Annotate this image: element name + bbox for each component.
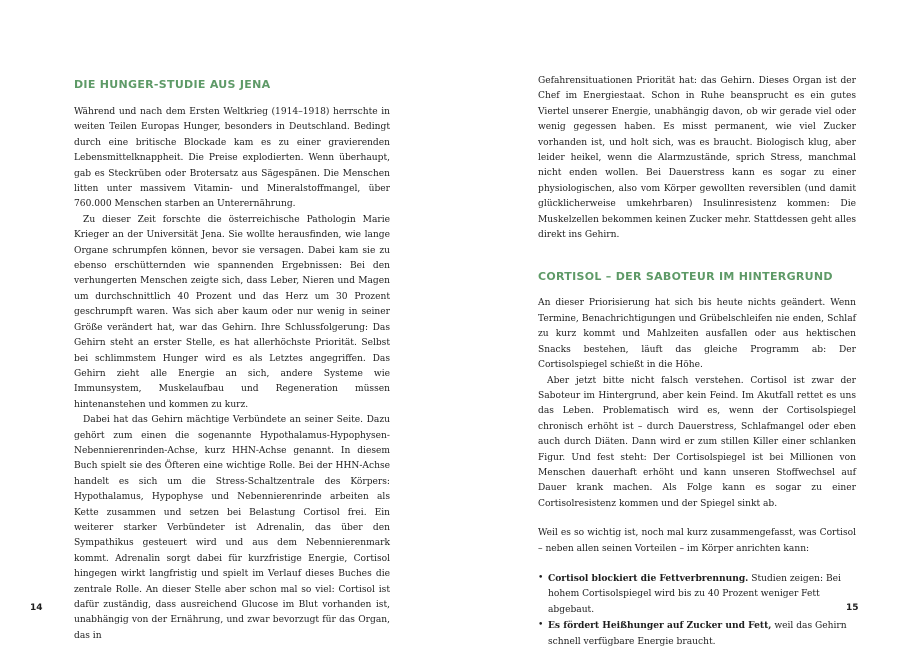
paragraph: Zu dieser Zeit forschte die österreichische Pathologin Marie Krieger an der Universität Jena. Sie wollte herausfinden, wie lange Organe schrumpfen können, bevor sie versagen. Dabei kam sie zu ebenso erschütternden wie spannenden Ergebnissen: Bei den verhungerten Menschen zeigte sich, dass Leber, Nieren und Magen um durchschnittlich 40 Prozent und das Herz um 30 Prozent geschrumpft waren. Was sich aber kaum oder nur wenig in seiner Größe verändert hat, war das Gehirn. Ihre Schlussfolgerung: Das Gehirn steht an erster Stelle, es hat allerhöchste Priorität. Selbst bei schlimmstem Hunger wird es als Letztes angegriffen. Das Gehirn zieht alle Energie an sich, andere Systeme wie Immunsystem, Muskelaufbau und Regeneration müssen hintenanstehen und kommen zu kurz.	[74, 214, 390, 410]
section-heading-cortisol: CORTISOL – DER SABOTEUR IM HINTERGRUND	[538, 270, 833, 284]
paragraph: An dieser Priorisierung hat sich bis heute nichts geändert. Wenn Termine, Benachrichtigungen und Grübelschleifen nie enden, Schlaf zu kurz kommt und Mahlzeiten ausfallen oder aus hektischen Snacks bestehen, läuft das gleiche Programm ab: Der Cortisolspiegel schießt in die Höhe.	[538, 298, 856, 371]
page-number-left: 14	[30, 603, 43, 613]
left-column	[74, 78, 390, 644]
paragraph: Dabei hat das Gehirn mächtige Verbündete an seiner Seite. Dazu gehört zum einen die sogenannte Hypothalamus-Hypophysen-Nebennierenrinden-Achse, kurz HHN-Achse genannt. In diesem Buch spielt sie des Öfteren eine wichtige Rolle. Bei der HHN-Achse handelt es sich um die Stress-Schaltzentrale des Körpers: Hypothalamus, Hypophyse und Nebennierenrinde arbeiten als Kette zusammen und setzen bei Belastung Cortisol frei. Ein weiterer starker Verbündeter ist Adrenalin, das über den Sympathikus gesteuert wird und aus dem Nebennierenmark kommt. Adrenalin sorgt dabei für kurzfristige Energie, Cortisol hingegen wirkt langfristig und spielt im Verlauf dieses Buches die zentrale Rolle. An dieser Stelle aber schon mal so viel: Cortisol ist dafür zuständig, dass ausreichend Glucose im Blut vorhanden ist, unabhängig von der Ernährung, und zwar bevorzugt für das Organ, das in	[74, 415, 390, 641]
paragraph: Gefahrensituationen Priorität hat: das Gehirn. Dieses Organ ist der Chef im Energiestaat. Schon in Ruhe beansprucht es ein gutes Viertel unserer Energie, unabhängig davon, ob wir gerade viel oder wenig gegessen haben. Es misst permanent, wie viel Zucker vorhanden ist, und holt sich, was es braucht. Biologisch klug, aber leider heikel, wenn die Alarmzustände, sprich Stress, manchmal nicht enden wollen. Bei Dauerstress kann es sogar zu einer physiologischen, also vom Körper gewollten reversiblen (und damit glücklicherweise umkehrbaren) Insulinresistenz kommen: Die Muskelzellen bekommen keinen Zucker mehr. Stattdessen geht alles direkt ins Gehirn.	[538, 76, 856, 241]
left-page	[0, 0, 456, 648]
right-column	[538, 74, 856, 650]
bullet-text: Studien zeigen: Bei hohem Cortisolspiegel wird bis zu 40 Prozent weniger Fett abgebaut.	[548, 573, 841, 615]
bullet-text: weil das Gehirn schnell verfügbare Energie braucht.	[548, 621, 847, 647]
paragraph: Weil es so wichtig ist, noch mal kurz zusammengefasst, was Cortisol – neben allen seinen Vorteilen – im Körper anrichten kann:	[538, 528, 856, 554]
bullet-list	[538, 571, 856, 650]
bullet-bold-text: Cortisol blockiert die Fettverbrennung.	[548, 572, 749, 584]
page-number-right: 15	[846, 603, 859, 613]
list-item	[538, 571, 856, 618]
list-item	[538, 618, 856, 650]
section-heading-hunger-study: DIE HUNGER-STUDIE AUS JENA	[74, 78, 271, 91]
bullet-bold-text: Es fördert Heißhunger auf Zucker und Fett,	[548, 620, 772, 632]
bullet-icon: •	[538, 620, 544, 631]
paragraph: Aber jetzt bitte nicht falsch verstehen. Cortisol ist zwar der Saboteur im Hintergrund, aber kein Feind. Im Akutfall rettet es uns das Leben. Problematisch wird es, wenn der Cortisolspiegel chronisch erhöht ist – durch Dauerstress, Schlafmangel oder eben auch durch Diäten. Dann wird er zum stillen Killer einer schlanken Figur. Und fest steht: Der Cortisolspiegel ist bei Millionen von Menschen dauerhaft erhöht und kann unseren Stoffwechsel auf Dauer krank machen. Als Folge kann es sogar zu einer Cortisolresistenz kommen und der Spiegel sinkt ab.	[538, 375, 856, 509]
paragraph: Während und nach dem Ersten Weltkrieg (1914–1918) herrschte in weiten Teilen Europas Hunger, besonders in Deutschland. Bedingt durch eine britische Blockade kam es zu einer gravierenden Lebensmittelknappheit. Die Preise explodierten. Wenn überhaupt, gab es Steckrüben oder Brotersatz aus Sägespänen. Die Menschen litten unter massivem Vitamin- und Mineralstoffmangel, über 760.000 Menschen starben an Unterernährung.	[74, 107, 390, 210]
bullet-icon: •	[538, 572, 544, 583]
right-page	[456, 0, 913, 648]
